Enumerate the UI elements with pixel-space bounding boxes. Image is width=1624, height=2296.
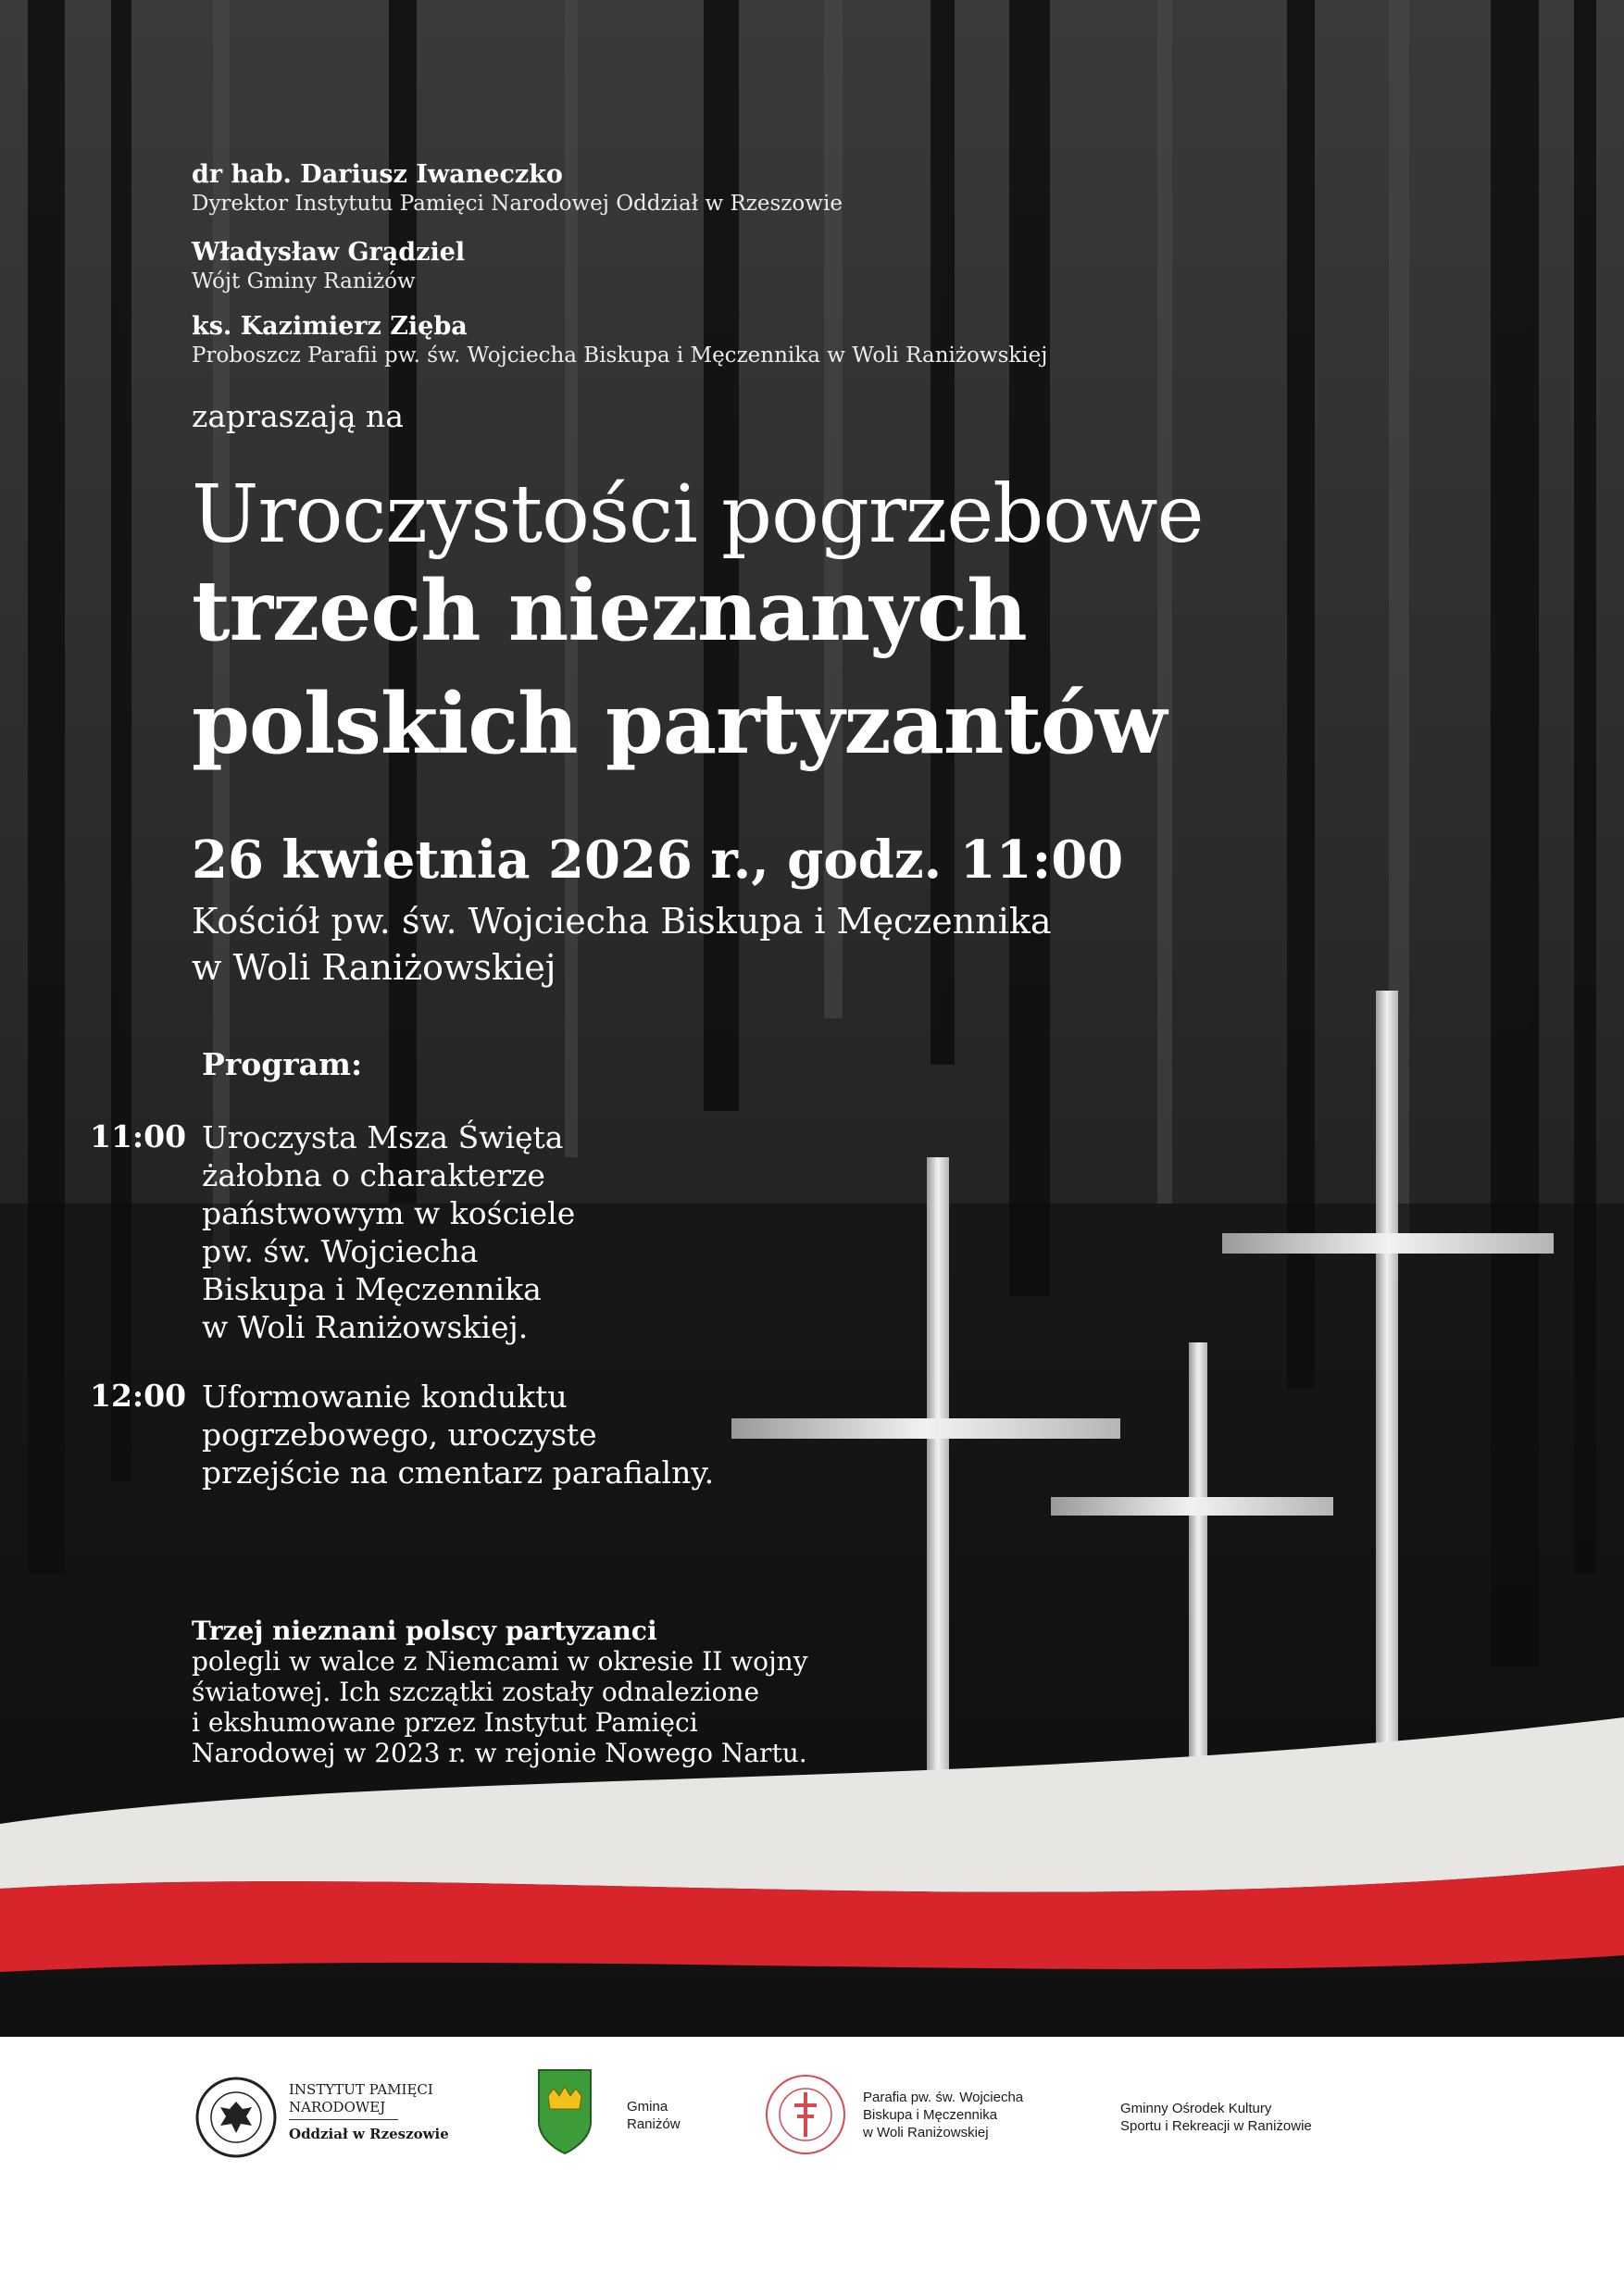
program-line: żałobna o charakterze bbox=[202, 1157, 545, 1193]
program-description bbox=[202, 1118, 683, 1346]
host-name: ks. Kazimierz Zięba bbox=[192, 312, 468, 341]
parafia-line-2: Biskupa i Męczennika bbox=[863, 2107, 998, 2123]
program-line: Uroczysta Msza Święta bbox=[202, 1119, 564, 1155]
host-role: Proboszcz Parafii pw. św. Wojciecha Biskupa i Męczennika w Woli Raniżowskiej bbox=[192, 343, 1048, 368]
host-name: dr hab. Dariusz Iwaneczko bbox=[192, 160, 563, 189]
program-time: 12:00 bbox=[90, 1378, 187, 1414]
title-line-1: Uroczystości pogrzebowe bbox=[192, 468, 1204, 561]
event-place-line-1: Kościół pw. św. Wojciecha Biskupa i Męczennika bbox=[192, 901, 1052, 942]
host-2 bbox=[192, 237, 465, 294]
gmina-line-2: Raniżów bbox=[627, 2116, 681, 2132]
info-title: Trzej nieznani polscy partyzanci bbox=[192, 1616, 657, 1646]
gmina-label bbox=[627, 2098, 681, 2133]
parafia-seal-icon bbox=[763, 2072, 848, 2157]
host-role: Wójt Gminy Raniżów bbox=[192, 269, 416, 293]
program-description bbox=[202, 1378, 776, 1491]
program-line: pw. św. Wojciecha bbox=[202, 1233, 479, 1269]
host-name: Władysław Grądziel bbox=[192, 238, 466, 267]
info-box bbox=[192, 1616, 877, 1768]
info-line: i ekshumowane przez Instytut Pamięci bbox=[192, 1707, 698, 1738]
ipn-line-3: Oddział w Rzeszowie bbox=[289, 2126, 449, 2142]
gok-label bbox=[1120, 2100, 1312, 2135]
parafia-line-1: Parafia pw. św. Wojciecha bbox=[863, 2090, 1024, 2105]
ipn-line-2: NARODOWEJ bbox=[289, 2099, 398, 2120]
title-line-3: polskich partyzantów bbox=[192, 675, 1167, 773]
gok-line-2: Sportu i Rekreacji w Raniżowie bbox=[1120, 2118, 1312, 2134]
title-line-2: trzech nieznanych bbox=[192, 562, 1027, 660]
program-heading: Program: bbox=[202, 1046, 363, 1082]
gmina-line-1: Gmina bbox=[627, 2099, 668, 2115]
program-time: 11:00 bbox=[90, 1118, 187, 1154]
ipn-eagle-seal-icon bbox=[194, 2076, 278, 2159]
program-line: Biskupa i Męczennika bbox=[202, 1271, 542, 1307]
invite-text: zapraszają na bbox=[192, 398, 404, 434]
parafia-line-3: w Woli Raniżowskiej bbox=[863, 2125, 989, 2140]
partner-logos-footer bbox=[0, 2037, 1624, 2296]
host-3 bbox=[192, 311, 1047, 368]
host-1 bbox=[192, 159, 843, 217]
info-line: Narodowej w 2023 r. w rejonie Nowego Nartu. bbox=[192, 1738, 807, 1768]
gok-line-1: Gminny Ośrodek Kultury bbox=[1120, 2101, 1272, 2116]
ipn-label bbox=[289, 2081, 449, 2143]
program-line: pogrzebowego, uroczyste bbox=[202, 1416, 597, 1453]
program-line: przejście na cmentarz parafialny. bbox=[202, 1454, 715, 1491]
ipn-line-1: INSTYTUT PAMIĘCI bbox=[289, 2081, 433, 2098]
info-line: światowej. Ich szczątki zostały odnalezione bbox=[192, 1677, 760, 1707]
info-line: polegli w walce z Niemcami w okresie II wojny bbox=[192, 1646, 808, 1677]
gmina-crest-icon bbox=[537, 2068, 593, 2155]
host-role: Dyrektor Instytutu Pamięci Narodowej Oddział w Rzeszowie bbox=[192, 192, 843, 216]
event-place-line-2: w Woli Raniżowskiej bbox=[192, 947, 556, 988]
event-date: 26 kwietnia 2026 r., godz. 11:00 bbox=[192, 830, 1124, 891]
program-line: Uformowanie konduktu bbox=[202, 1379, 568, 1415]
program-line: państwowym w kościele bbox=[202, 1195, 576, 1231]
parafia-label bbox=[863, 2089, 1023, 2141]
program-line: w Woli Raniżowskiej. bbox=[202, 1309, 529, 1345]
